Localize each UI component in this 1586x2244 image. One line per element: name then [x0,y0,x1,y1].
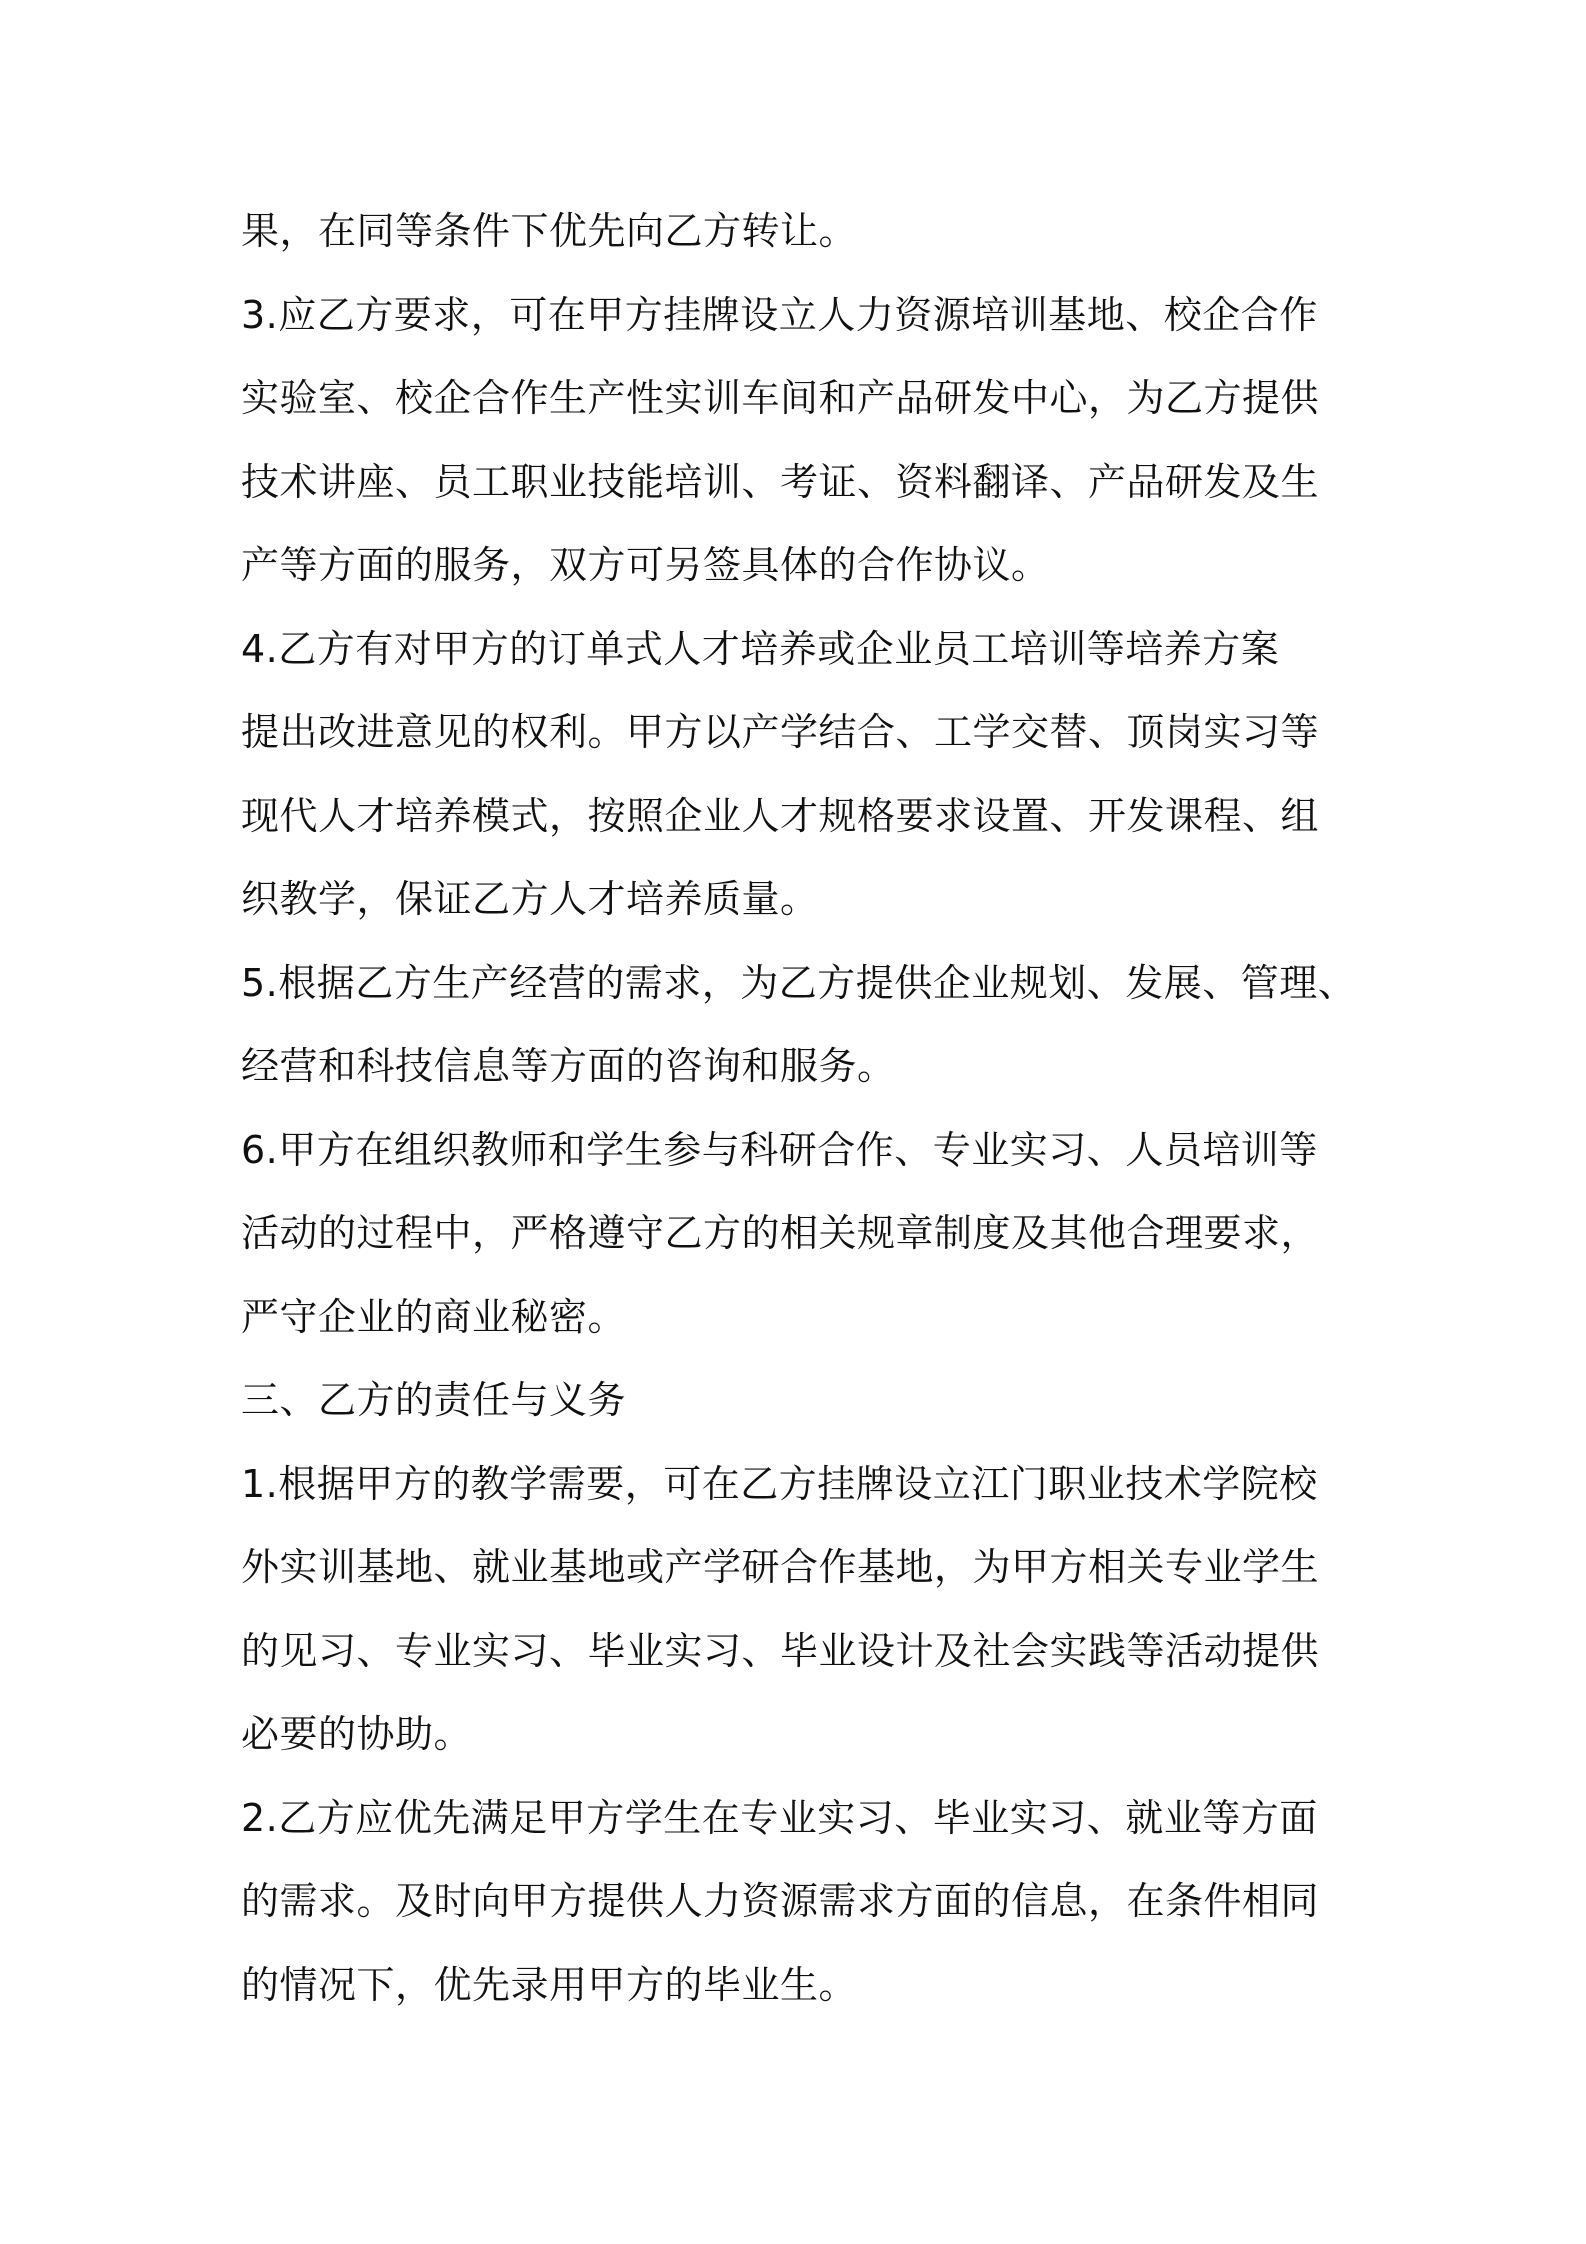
text-line: 的情况下，优先录用甲方的毕业生。 [241,1962,858,2007]
text-line: 2.乙方应优先满足甲方学生在专业实习、毕业实习、就业等方面 [241,1795,1318,1840]
text-line: 6.甲方在组织教师和学生参与科研合作、专业实习、人员培训等 [241,1127,1318,1172]
text-line: 实验室、校企合作生产性实训车间和产品研发中心，为乙方提供 [241,376,1320,420]
text-line: 必要的协助。 [241,1712,473,1756]
text-line: 产等方面的服务，双方可另签具体的合作协议。 [241,543,1050,587]
text-line: 1.根据甲方的教学需要，可在乙方挂牌设立江门职业技术学院校 [241,1461,1318,1506]
text-line: 现代人才培养模式，按照企业人才规格要求设置、开发课程、组 [241,793,1320,838]
text-line: 4.乙方有对甲方的订单式人才培养或企业员工培训等培养方案 [241,626,1280,671]
text-line: 活动的过程中，严格遵守乙方的相关规章制度及其他合理要求， [241,1211,1320,1255]
text-line: 外实训基地、就业基地或产学研合作基地，为甲方相关专业学生 [241,1545,1320,1589]
document-body [241,190,1361,2027]
text-line: 的需求。及时向甲方提供人力资源需求方面的信息，在条件相同 [241,1879,1320,1923]
text-line: 严守企业的商业秘密。 [241,1294,627,1339]
text-line: 的见习、专业实习、毕业实习、毕业设计及社会实践等活动提供 [241,1628,1320,1673]
text-line: 经营和科技信息等方面的咨询和服务。 [241,1044,896,1088]
text-line: 果，在同等条件下优先向乙方转让。 [241,209,858,253]
text-line: 3.应乙方要求，可在甲方挂牌设立人力资源培训基地、校企合作 [241,292,1318,337]
text-line: 技术讲座、员工职业技能培训、考证、资料翻译、产品研发及生 [241,459,1320,504]
text-line: 织教学，保证乙方人才培养质量。 [241,877,819,921]
text-line: 5.根据乙方生产经营的需求，为乙方提供企业规划、发展、管理、 [241,960,1357,1005]
section-heading: 三、乙方的责任与义务 [241,1378,627,1422]
text-line: 提出改进意见的权利。甲方以产学结合、工学交替、顶岗实习等 [241,710,1320,754]
